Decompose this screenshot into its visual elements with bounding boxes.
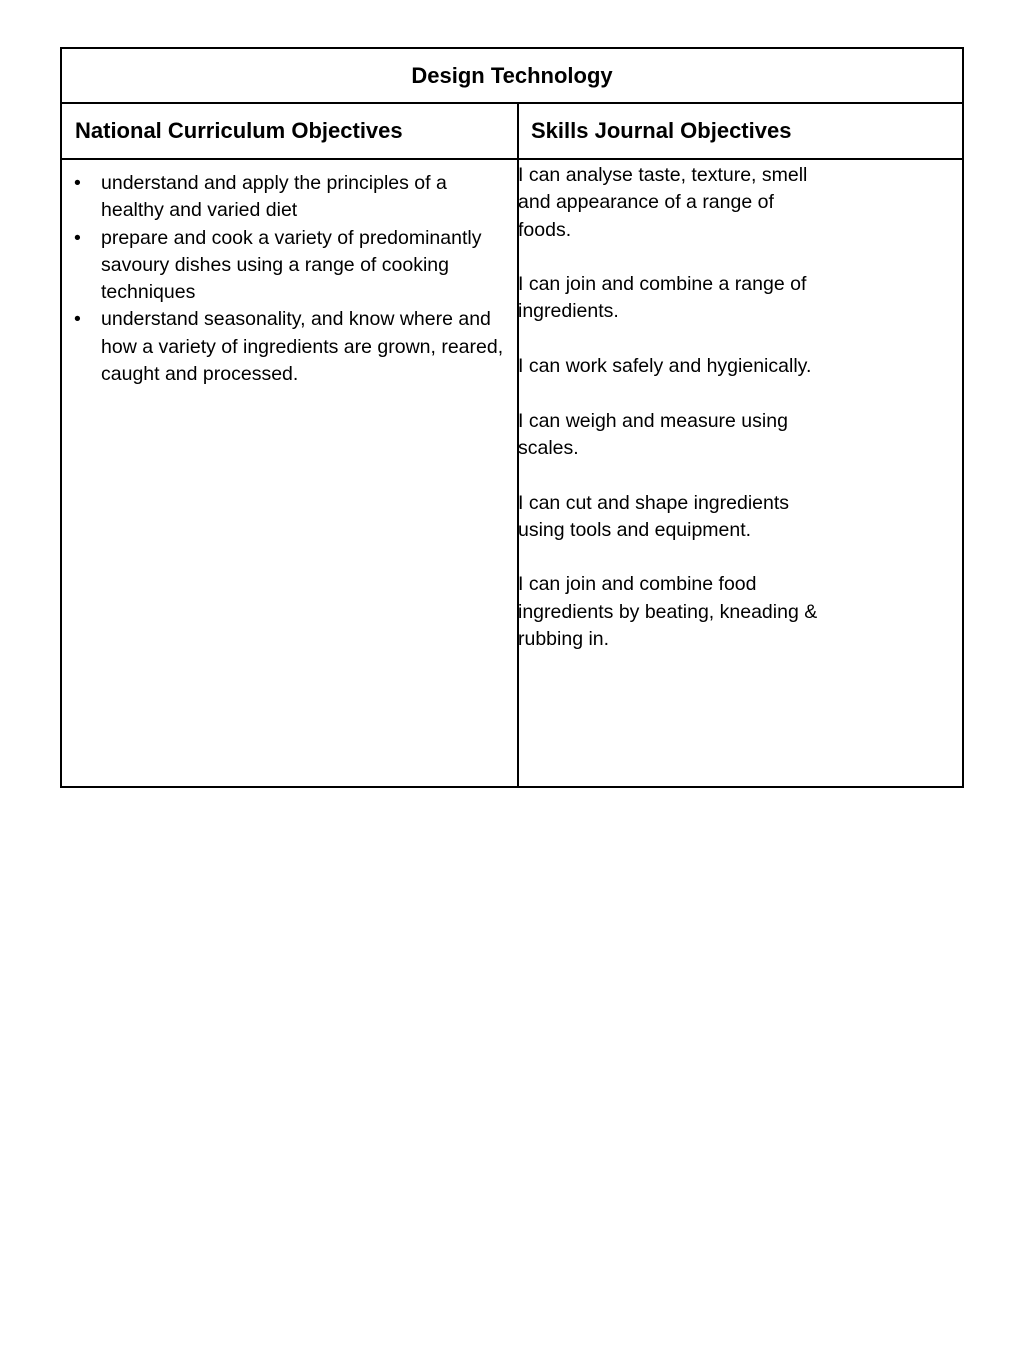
bullet-icon: •: [74, 308, 81, 331]
list-item: [72, 306, 512, 388]
objective-text: understand seasonality, and know where and how a variety of ingredients are grown, reared, caught and processed.: [101, 308, 504, 386]
bullet-icon: •: [74, 172, 81, 194]
skill-statement: I can cut and shape ingredients using tools and equipment.: [518, 491, 790, 541]
skill-statement: I can weigh and measure using scales.: [518, 409, 788, 459]
column-header-row: [62, 104, 962, 160]
skill-statement: I can analyse taste, texture, smell and appearance of a range of foods.: [518, 164, 808, 241]
skill-statement: I can join and combine a range of ingredients.: [518, 273, 807, 323]
list-item: [72, 170, 512, 225]
skills-journal-header: Skills Journal Objectives: [531, 118, 792, 143]
objective-text: prepare and cook a variety of predominantly savoury dishes using a range of cooking techniques: [101, 226, 482, 304]
skills-journal-cell: [518, 162, 818, 681]
national-curriculum-list: [72, 170, 512, 388]
bullet-icon: •: [74, 226, 81, 249]
skill-statement: I can work safely and hygienically.: [518, 355, 812, 378]
objectives-table: [60, 47, 964, 788]
national-curriculum-header: National Curriculum Objectives: [75, 118, 403, 143]
list-item: [72, 225, 512, 307]
national-curriculum-cell: [72, 170, 512, 388]
skill-statement: I can join and combine food ingredients by beating, kneading & rubbing in.: [518, 573, 818, 651]
table-title: Design Technology: [62, 49, 962, 104]
objective-text: understand and apply the principles of a healthy and varied diet: [101, 172, 447, 222]
